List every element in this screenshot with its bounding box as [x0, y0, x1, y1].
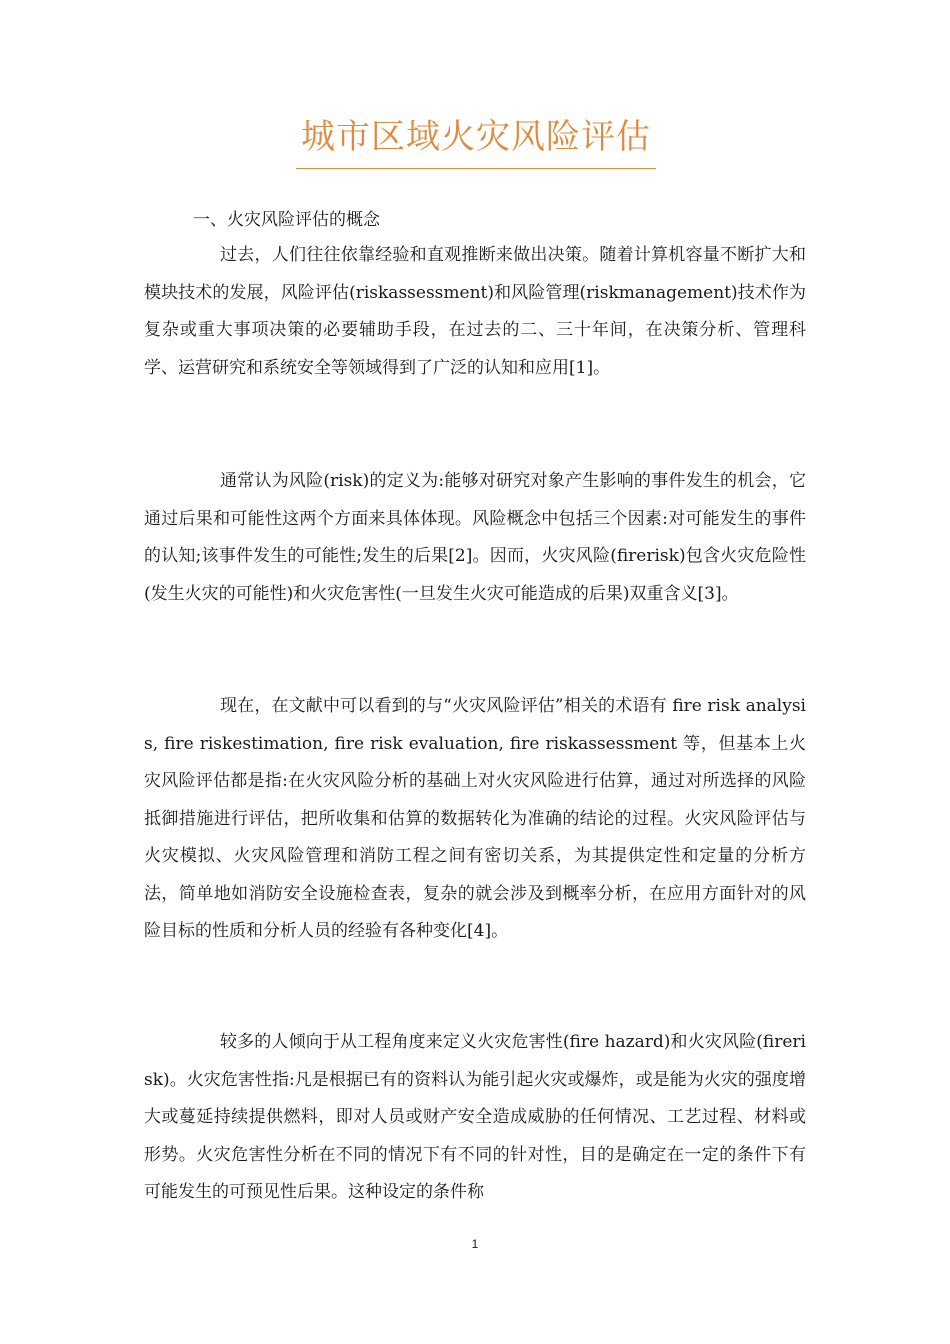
section-heading: 一、火灾风险评估的概念 — [193, 210, 380, 230]
paragraph-4: 较多的人倾向于从工程角度来定义火灾危害性(fire hazard)和火灾风险(firerisk)。火灾危害性指:凡是根据已有的资料认为能引起火灾或爆炸，或是能为火灾的强度增大或蔓延持续提供燃料，即对人员或财产安全造成威胁的任何情况、工艺过程、材料或形势。火灾危害性分析在不同的情况下有不同的针对性，目的是确定在一定的条件下有可能发生的可预见性后果。这种设定的条件称 — [144, 1032, 806, 1202]
document-title: 城市区域火灾风险评估 — [301, 117, 651, 157]
paragraph-2: 通常认为风险(risk)的定义为:能够对研究对象产生影响的事件发生的机会，它通过后果和可能性这两个方面来具体体现。风险概念中包括三个因素:对可能发生的事件的认知;该事件发生的可能性;发生的后果[2]。因而，火灾风险(firerisk)包含火灾危险性(发生火灾的可能性)和火灾危害性(一旦发生火灾可能造成的后果)双重含义[3]。 — [144, 471, 806, 604]
title-underline — [296, 168, 656, 169]
paragraph-1: 过去，人们往往依靠经验和直观推断来做出决策。随着计算机容量不断扩大和模块技术的发展，风险评估(riskassessment)和风险管理(riskmanagement)技术作为复杂或重大事项决策的必要辅助手段，在过去的二、三十年间，在决策分析、管理科学、运营研究和系统安全等领域得到了广泛的认知和应用[1]。 — [144, 245, 806, 378]
paragraph-3: 现在，在文献中可以看到的与“火灾风险评估”相关的术语有 fire risk analysis, fire riskestimation, fire risk evaluation, fire riskassessment 等，但基本上火灾风险评估都是指:在火灾风险分析的基础上对火灾风险进行估算，通过对所选择的风险抵御措施进行评估，把所收集和估算的数据转化为准确的结论的过程。火灾风险评估与火灾模拟、火灾风险管理和消防工程之间有密切关系，为其提供定性和定量的分析方法，简单地如消防安全设施检查表，复杂的就会涉及到概率分析，在应用方面针对的风险目标的性质和分析人员的经验有各种变化[4]。 — [144, 696, 806, 941]
page-number: 1 — [471, 1237, 479, 1251]
